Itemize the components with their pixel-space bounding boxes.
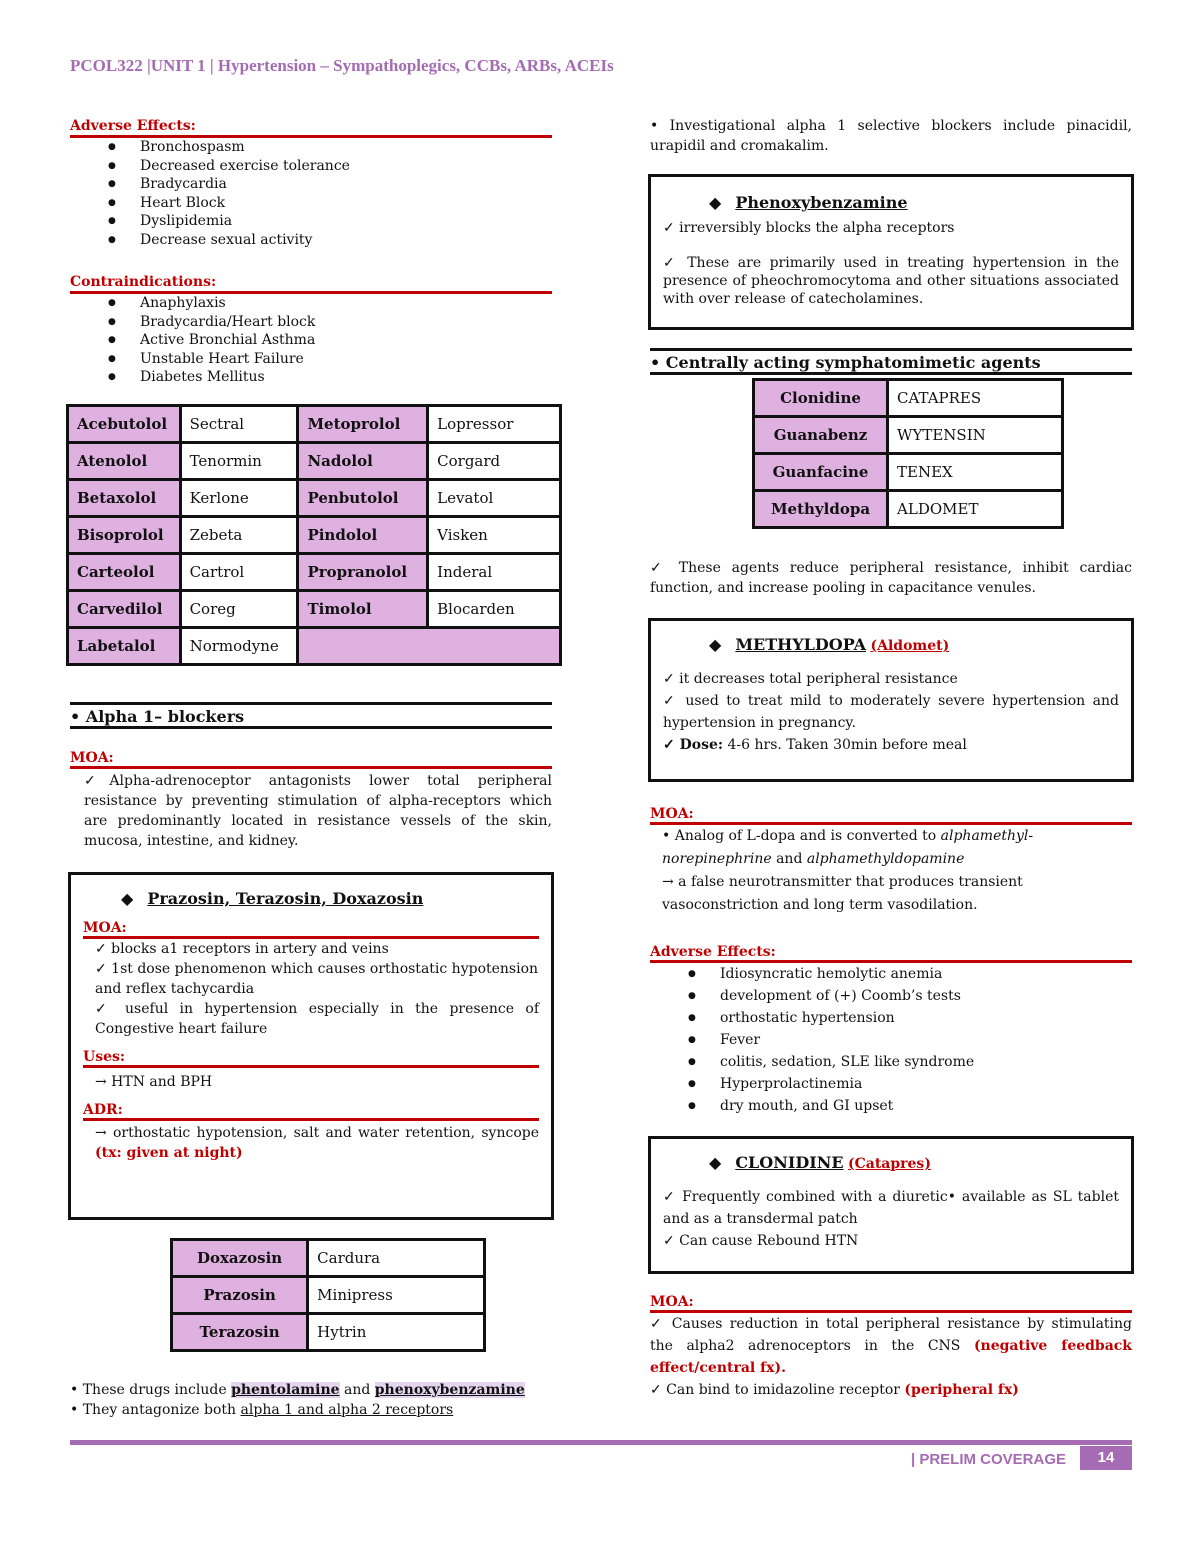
prazosin-uses-text: → HTN and BPH xyxy=(95,1074,213,1090)
methyldopa-moa-line1 xyxy=(650,825,1132,871)
prazosin-moa-title: MOA: xyxy=(83,920,539,939)
methyldopa-dose-text: 4-6 hrs. Taken 30min before meal xyxy=(723,737,967,753)
table-row xyxy=(68,406,561,443)
drug-name-cell: Prazosin xyxy=(172,1277,308,1314)
brand-name-cell: Cardura xyxy=(308,1240,485,1277)
alpha1-moa-section xyxy=(70,750,552,851)
clonidine-moa-title: MOA: xyxy=(650,1294,1132,1313)
beta-blocker-table xyxy=(66,404,562,666)
alpha-note-2 xyxy=(70,1400,560,1420)
clonidine-line1: ✓ Frequently combined with a diuretic• available as SL tablet and as a transdermal patch xyxy=(663,1189,1119,1227)
drug-name-cell: Clonidine xyxy=(754,380,888,417)
prazosin-moa-1: ✓ blocks a1 receptors in artery and veins xyxy=(95,941,389,957)
drug-name-cell: Acebutolol xyxy=(68,406,181,443)
clonidine-moa-line2-text: ✓ Can bind to imidazoline receptor xyxy=(650,1382,900,1398)
methyldopa-ae-section xyxy=(650,944,1132,1117)
brand-name-cell: CATAPRES xyxy=(888,380,1063,417)
central-heading-text: • Centrally acting symphatomimetic agents xyxy=(650,353,1041,372)
methyldopa-adverse-effect-item: ● Fever xyxy=(650,1029,1132,1051)
table-row xyxy=(172,1240,485,1277)
page-header-title: PCOL322 |UNIT 1 | Hypertension – Sympathoplegics, CCBs, ARBs, ACEIs xyxy=(70,56,614,75)
phentolamine-link: phentolamine xyxy=(231,1382,340,1398)
drug-name-cell: Methyldopa xyxy=(754,491,888,528)
methyldopa-title: METHYLDOPA xyxy=(735,635,867,654)
drug-name-cell: Metoprolol xyxy=(298,406,428,443)
page-number: 14 xyxy=(1080,1446,1132,1470)
adverse-effects-section xyxy=(70,118,552,249)
methyldopa-adverse-effect-item: ● Idiosyncratic hemolytic anemia xyxy=(650,963,1132,985)
table-cell-empty xyxy=(298,628,561,665)
drug-name-cell: Propranolol xyxy=(298,554,428,591)
alpha1-heading xyxy=(70,702,552,729)
drug-name-cell: Carteolol xyxy=(68,554,181,591)
methyldopa-moa-line1-mid: and xyxy=(771,851,807,867)
prazosin-moa-2: ✓ 1st dose phenomenon which causes orthostatic hypotension and reflex tachycardia xyxy=(95,961,539,997)
table-row xyxy=(68,554,561,591)
methyldopa-ae-list xyxy=(650,963,1132,1117)
brand-name-cell: Normodyne xyxy=(180,628,298,665)
footer-divider xyxy=(70,1440,1132,1445)
phenoxybenzamine-line2: ✓ These are primarily used in treating hypertension in the presence of pheochromocytoma and other situations associated with over release of catecholamines. xyxy=(663,255,1119,307)
phenoxybenzamine-heading xyxy=(663,193,1119,212)
table-row xyxy=(172,1314,485,1351)
table-row xyxy=(68,517,561,554)
alpha-note-1-mid: and xyxy=(339,1382,375,1398)
contraindication-item: ● Active Bronchial Asthma xyxy=(70,331,552,350)
alpha1-moa-title: MOA: xyxy=(70,750,552,769)
methyldopa-moa-title: MOA: xyxy=(650,806,1132,825)
methyldopa-moa-section xyxy=(650,806,1132,917)
investigational-note: • Investigational alpha 1 selective blockers include pinacidil, urapidil and cromakalim. xyxy=(650,118,1132,154)
methyldopa-ae-title: Adverse Effects: xyxy=(650,944,1132,963)
brand-name-cell: Tenormin xyxy=(180,443,298,480)
drug-name-cell: Timolol xyxy=(298,591,428,628)
brand-name-cell: Cartrol xyxy=(180,554,298,591)
alpha-note-2-receptors: alpha 1 and alpha 2 receptors xyxy=(240,1402,454,1418)
clonidine-moa-line1-red: (negative feedback effect/central fx). xyxy=(650,1338,1133,1376)
phenoxybenzamine-link: phenoxybenzamine xyxy=(374,1382,525,1398)
prazosin-adr-text xyxy=(83,1123,539,1163)
adverse-effects-list xyxy=(70,138,552,249)
alpha1-moa-text: ✓Alpha-adrenoceptor antagonists lower total peripheral resistance by preventing stimulation of alpha-receptors which are predominantly located in resistance vessels of the skin, mucosa, intestine, and kidney. xyxy=(84,773,552,849)
drug-name-cell: Bisoprolol xyxy=(68,517,181,554)
brand-name-cell: Blocarden xyxy=(428,591,561,628)
adverse-effect-item: ● Bronchospasm xyxy=(70,138,552,157)
methyldopa-adverse-effect-item: ● dry mouth, and GI upset xyxy=(650,1095,1132,1117)
methyldopa-adverse-effect-item: ● colitis, sedation, SLE like syndrome xyxy=(650,1051,1132,1073)
methyldopa-box xyxy=(648,618,1134,782)
brand-name-cell: Kerlone xyxy=(180,480,298,517)
methyldopa-moa-term1: alphamethyl-norepinephrine xyxy=(662,828,1034,867)
prazosin-adr-body: → orthostatic hypotension, salt and water retention, syncope xyxy=(95,1125,539,1141)
clonidine-box xyxy=(648,1136,1134,1274)
contraindications-list xyxy=(70,294,552,387)
table-row xyxy=(754,491,1063,528)
clonidine-moa-line2 xyxy=(650,1379,1132,1401)
prazosin-uses-title: Uses: xyxy=(83,1049,539,1068)
methyldopa-line2: ✓ used to treat mild to moderately severe hypertension and hypertension in pregnancy. xyxy=(663,693,1119,731)
methyldopa-dose-label: ✓ Dose: xyxy=(663,737,724,753)
methyldopa-adverse-effect-item: ● development of (+) Coomb’s tests xyxy=(650,985,1132,1007)
clonidine-title: CLONIDINE xyxy=(735,1153,844,1172)
alpha1-heading-text: • Alpha 1– blockers xyxy=(70,707,245,726)
table-row xyxy=(754,417,1063,454)
diamond-icon: ◆ xyxy=(121,889,134,908)
drug-name-cell: Labetalol xyxy=(68,628,181,665)
clonidine-brand: (Catapres) xyxy=(847,1156,931,1172)
brand-name-cell: Sectral xyxy=(180,406,298,443)
brand-name-cell: Lopressor xyxy=(428,406,561,443)
methyldopa-moa-line2: → a false neurotransmitter that produces transient vasoconstriction and long term vasodilation. xyxy=(662,874,1023,913)
drug-name-cell: Penbutolol xyxy=(298,480,428,517)
diamond-icon: ◆ xyxy=(709,1153,722,1172)
contraindication-item: ● Unstable Heart Failure xyxy=(70,350,552,369)
prazosin-box xyxy=(68,872,554,1220)
adverse-effect-item: ● Heart Block xyxy=(70,194,552,213)
clonidine-moa-line1 xyxy=(650,1313,1132,1379)
brand-name-cell: ALDOMET xyxy=(888,491,1063,528)
table-row xyxy=(68,591,561,628)
drug-name-cell: Nadolol xyxy=(298,443,428,480)
diamond-icon: ◆ xyxy=(709,635,722,654)
alpha-note-1 xyxy=(70,1380,560,1400)
central-agents-table xyxy=(752,378,1064,529)
central-heading xyxy=(650,348,1132,375)
contraindications-title: Contraindications: xyxy=(70,274,552,294)
brand-name-cell: TENEX xyxy=(888,454,1063,491)
alpha-note-2-pre: • They antagonize both xyxy=(70,1402,241,1418)
table-row xyxy=(754,454,1063,491)
drug-name-cell: Doxazosin xyxy=(172,1240,308,1277)
contraindication-item: ● Anaphylaxis xyxy=(70,294,552,313)
phenoxybenzamine-box xyxy=(648,174,1134,330)
adverse-effect-item: ● Bradycardia xyxy=(70,175,552,194)
adverse-effect-item: ● Dyslipidemia xyxy=(70,212,552,231)
prazosin-adr-title: ADR: xyxy=(83,1102,539,1121)
drug-name-cell: Guanabenz xyxy=(754,417,888,454)
table-row xyxy=(68,628,561,665)
brand-name-cell: Minipress xyxy=(308,1277,485,1314)
methyldopa-heading xyxy=(663,635,1119,654)
drug-name-cell: Betaxolol xyxy=(68,480,181,517)
brand-name-cell: Levatol xyxy=(428,480,561,517)
brand-name-cell: Visken xyxy=(428,517,561,554)
table-row xyxy=(68,480,561,517)
drug-name-cell: Pindolol xyxy=(298,517,428,554)
table-row xyxy=(68,443,561,480)
brand-name-cell: Coreg xyxy=(180,591,298,628)
drug-name-cell: Terazosin xyxy=(172,1314,308,1351)
alpha-note-1-pre: • These drugs include xyxy=(70,1382,232,1398)
drug-name-cell: Carvedilol xyxy=(68,591,181,628)
brand-name-cell: Corgard xyxy=(428,443,561,480)
diamond-icon: ◆ xyxy=(709,193,722,212)
clonidine-moa-line2-red: (peripheral fx) xyxy=(904,1382,1019,1398)
alpha-notes xyxy=(70,1380,560,1420)
brand-name-cell: Zebeta xyxy=(180,517,298,554)
brand-name-cell: Hytrin xyxy=(308,1314,485,1351)
prazosin-moa-3: ✓ useful in hypertension especially in the presence of Congestive heart failure xyxy=(95,1001,539,1037)
adverse-effect-item: ● Decreased exercise tolerance xyxy=(70,157,552,176)
clonidine-heading xyxy=(663,1153,1119,1172)
table-row xyxy=(754,380,1063,417)
methyldopa-moa-line1-pre: • Analog of L-dopa and is converted to xyxy=(662,828,941,844)
contraindications-section xyxy=(70,274,552,387)
prazosin-box-heading xyxy=(83,889,539,908)
contraindication-item: ● Bradycardia/Heart block xyxy=(70,313,552,332)
phenoxybenzamine-title: Phenoxybenzamine xyxy=(735,193,908,212)
clonidine-line2: ✓ Can cause Rebound HTN xyxy=(663,1233,859,1249)
adverse-effects-title: Adverse Effects: xyxy=(70,118,552,138)
clonidine-moa-line1-text: ✓ Causes reduction in total peripheral resistance by stimulating the alpha2 adrenoceptors in the CNS xyxy=(650,1316,1132,1354)
methyldopa-adverse-effect-item: ● Hyperprolactinemia xyxy=(650,1073,1132,1095)
methyldopa-dose xyxy=(663,734,1119,756)
prazosin-box-title: Prazosin, Terazosin, Doxazosin xyxy=(147,889,424,908)
methyldopa-line1: ✓ it decreases total peripheral resistance xyxy=(663,671,958,687)
alpha-blocker-table xyxy=(170,1238,486,1352)
contraindication-item: ● Diabetes Mellitus xyxy=(70,368,552,387)
prazosin-adr-note: (tx: given at night) xyxy=(95,1145,243,1161)
clonidine-moa-section xyxy=(650,1294,1132,1401)
adverse-effect-item: ● Decrease sexual activity xyxy=(70,231,552,250)
methyldopa-adverse-effect-item: ● orthostatic hypertension xyxy=(650,1007,1132,1029)
brand-name-cell: WYTENSIN xyxy=(888,417,1063,454)
central-note: ✓ These agents reduce peripheral resistance, inhibit cardiac function, and increase pooling in capacitance venules. xyxy=(650,560,1132,596)
footer-label: | PRELIM COVERAGE xyxy=(910,1451,1066,1468)
methyldopa-moa-term2: alphamethyldopamine xyxy=(806,851,965,867)
drug-name-cell: Atenolol xyxy=(68,443,181,480)
phenoxybenzamine-line1: ✓ irreversibly blocks the alpha receptors xyxy=(663,220,955,236)
methyldopa-brand: (Aldomet) xyxy=(870,638,950,654)
table-row xyxy=(172,1277,485,1314)
drug-name-cell: Guanfacine xyxy=(754,454,888,491)
brand-name-cell: Inderal xyxy=(428,554,561,591)
